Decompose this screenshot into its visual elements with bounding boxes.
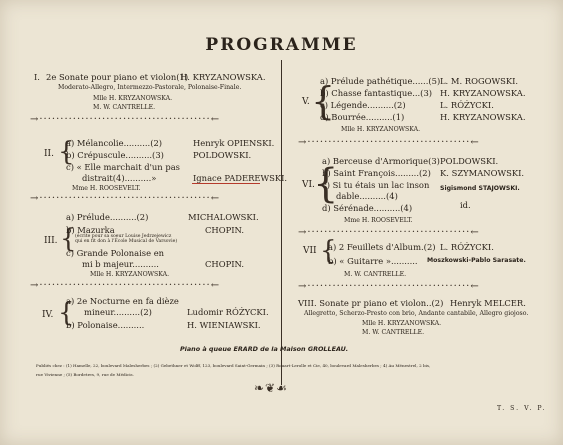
section-III-b-composer: CHOPIN. — [205, 225, 244, 235]
section-II-c-composer: Ignace PADEREWSKI. — [193, 173, 288, 183]
section-II-c-line2: distrait(4)..........» — [82, 173, 157, 183]
section-VII-performer: M. W. CANTRELLE. — [344, 271, 407, 278]
divider-ornament: →·······································← — [298, 227, 480, 238]
publishers-line-1: Publiés chez : (1) Hamelle, 22, boulevard Malesherbes ; (2) Gebethner et Wolff, 123, boulevard Saint-Germain ; (3) Rouart-Lerolle et Cie, 40, boulevard Malesherbes ; 4) Au Ménestrel, 2 bis, — [36, 363, 431, 368]
divider-ornament: →·········································← — [30, 280, 221, 291]
divider-ornament: →·········································← — [30, 114, 221, 125]
brace-icon: { — [60, 224, 77, 254]
divider-ornament: →·······································← — [298, 137, 480, 148]
section-IV-a-line1: a) 2e Nocturne en fa dièze — [66, 296, 179, 306]
section-II-c-line1: c) « Elle marchait d'un pas — [66, 162, 180, 172]
section-V-a-composer: L. M. ROGOWSKI. — [440, 76, 519, 86]
section-I-performer-1: Mlle H. KRYZANOWSKA. — [93, 95, 173, 102]
brace-icon: { — [313, 161, 339, 207]
section-III-performer: Mlle H. KRYZANOWSKA. — [90, 271, 170, 278]
section-V-c-composer: L. RÓŻYCKI. — [440, 100, 494, 110]
section-I-movements: Moderato-Allegro, Intermezzo-Pastorale, Polonaise-Finale. — [58, 84, 242, 91]
section-VI-b-composer: K. SZYMANOWSKI. — [440, 168, 525, 178]
section-III-b-note-1: (écrite pour sa soeur Louise Jedrzejewicz — [75, 234, 172, 239]
section-VI-d: d) Sérénade..........(4) — [322, 203, 413, 213]
section-V-d: d) Bourrée..........(1) — [320, 112, 405, 122]
section-II-b-composer: POLDOWSKI. — [193, 150, 252, 160]
brace-icon: { — [320, 236, 337, 266]
section-V-d-composer: H. KRYZANOWSKA. — [440, 112, 526, 122]
section-I-composer: H. KRYZANOWSKA. — [180, 72, 266, 82]
brace-icon: { — [58, 298, 75, 328]
section-III-c-line2: mi b majeur.......... — [82, 259, 159, 269]
section-VIII-composer: Henryk MELCER. — [450, 298, 526, 308]
publishers-line-2: rue Vivienne ; (5) Bordetres, 9, rue de Médicis. — [36, 372, 134, 377]
section-VI-performer: Mme H. ROOSEVELT. — [344, 217, 413, 224]
center-divider — [281, 60, 282, 385]
red-underline — [192, 183, 260, 184]
divider-ornament: →·········································← — [30, 193, 221, 204]
section-III-number: III. — [44, 236, 58, 246]
section-VI-a: a) Berceuse d'Armorique(3) — [322, 156, 440, 166]
section-II-a: a) Mélancolie..........(2) — [66, 138, 163, 148]
section-VIII-performer-2: M. W. CANTRELLE. — [362, 329, 425, 336]
section-VII-b-composer: Moszkowski-Pablo Sarasate. — [427, 257, 526, 264]
section-II-number: II. — [44, 149, 54, 159]
section-VII-number: VII — [303, 246, 317, 256]
divider-ornament: →·······································← — [298, 281, 480, 292]
section-II-a-composer: Henryk OPIENSKI. — [193, 138, 275, 148]
section-VIII-movements: Allegretto, Scherzo-Presto con brio, Andante cantabile, Allegro giojoso. — [304, 310, 529, 317]
section-VIII-performer-1: Mlle H. KRYZANOWSKA. — [362, 320, 442, 327]
section-III-c-composer: CHOPIN. — [205, 259, 244, 269]
section-VI-number: VI. — [302, 180, 315, 190]
section-III-a: a) Prélude..........(2) — [66, 212, 149, 222]
section-VII-b: b) « Guitarre ».......... — [328, 256, 418, 266]
section-V-number: V. — [302, 97, 310, 107]
section-II-performer: Mme H. ROOSEVELT. — [72, 185, 141, 192]
section-I-number: I. — [34, 72, 40, 82]
section-III-a-composer: MICHALOWSKI. — [188, 212, 259, 222]
section-VI-c-line2: dable..........(4) — [336, 191, 398, 201]
section-VIII-title: VIII. Sonate pr piano et violon..(2) — [298, 298, 444, 308]
flourish-ornament: ❧❦☙ — [254, 381, 288, 395]
section-V-b-composer: H. KRYZANOWSKA. — [440, 88, 526, 98]
section-IV-a-composer: Ludomir RÓŻYCKI. — [187, 307, 269, 317]
section-V-performer: Mlle H. KRYZANOWSKA. — [341, 126, 421, 133]
section-VI-d-composer: id. — [460, 200, 471, 210]
brace-icon: { — [311, 79, 336, 123]
section-IV-b: b) Polonaise.......... — [66, 320, 145, 330]
section-IV-number: IV. — [42, 310, 54, 320]
section-I-title: 2e Sonate pour piano et violon(1) — [46, 72, 189, 82]
section-VII-a: a) 2 Feuillets d'Album.(2) — [328, 242, 436, 252]
section-III-b-note-2: qui en fit don à l'École Musical de Varsovie) — [75, 239, 178, 244]
section-V-b: b) Chasse fantastique...(3) — [320, 88, 433, 98]
page-title: PROGRAMME — [205, 35, 358, 55]
section-VI-c-composer: Sigismond STAJOWSKI. — [440, 185, 520, 192]
tsvp-note: T. S. V. P. — [497, 405, 547, 412]
section-VI-c-line1: c) Si tu étais un lac inson — [322, 180, 430, 190]
section-V-a: a) Prélude pathétique......(5) — [320, 76, 441, 86]
section-IV-b-composer: H. WIENIAWSKI. — [187, 320, 261, 330]
section-V-c: c) Légende..........(2) — [320, 100, 406, 110]
piano-note: Piano à queue ERARD de la Maison GROLLEAU. — [180, 345, 349, 353]
section-I-performer-2: M. W. CANTRELLE. — [93, 104, 156, 111]
section-III-c-line1: c) Grande Polonaise en — [66, 248, 165, 258]
section-IV-a-line2: mineur..........(2) — [84, 307, 152, 317]
section-III-b: b) Mazurka — [66, 225, 115, 235]
section-VI-a-composer: POLDOWSKI. — [440, 156, 499, 166]
section-VII-a-composer: L. RÓŻYCKI. — [440, 242, 494, 252]
brace-icon: { — [58, 137, 75, 167]
section-VI-b: b) Saint François.........(2) — [322, 168, 431, 178]
section-II-b: b) Crépuscule..........(3) — [66, 150, 164, 160]
